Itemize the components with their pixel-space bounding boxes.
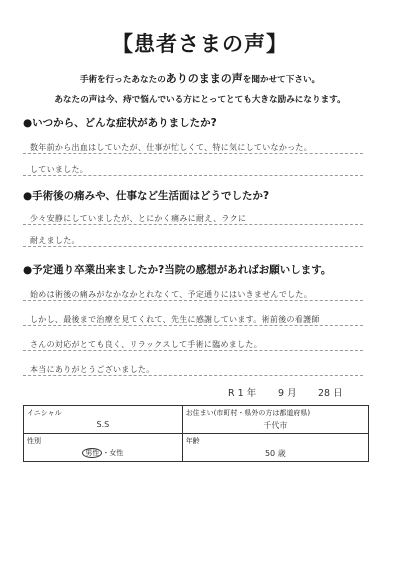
gender-separator: ・	[102, 449, 110, 457]
age-unit: 歳	[277, 449, 286, 458]
answer-rule	[23, 175, 363, 176]
date-day-label: 日	[333, 388, 343, 399]
question-1-answer-line-1: 数年前から出血はしていたが、仕事が忙しくて、特に気にしていなかった。	[30, 143, 313, 152]
answer-rule	[23, 246, 363, 247]
question-2-answer-line-1: 少々安静にしていましたが、とにかく痛みに耐え、ラクに	[30, 214, 247, 223]
date-era	[228, 385, 256, 399]
date-month-label: 月	[287, 388, 297, 399]
date-month	[278, 385, 297, 399]
respondent-info-table	[23, 405, 369, 462]
date-era-value: R	[228, 388, 235, 399]
intro-line-1-pre: 手術を行ったあなたの	[79, 75, 166, 85]
answer-rule	[23, 325, 363, 326]
age-cell	[182, 434, 368, 462]
question-3-answer-line-2: しかし、最後まで治療を見てくれて、先生に感謝しています。術前後の看護師	[30, 315, 320, 324]
answer-rule	[23, 375, 363, 376]
question-1-answer-line-2: していました。	[30, 165, 89, 174]
question-1-label: ●いつから、どんな症状がありましたか?	[23, 117, 217, 129]
intro-line-2: あなたの声は今、痔で悩んでいる方にとってとても大きな励みになります。	[54, 95, 346, 105]
intro-line-1	[0, 70, 400, 86]
question-2-label: ●手術後の痛みや、仕事など生活面はどうでしたか?	[23, 190, 270, 202]
question-3-label: ●予定通り卒業出来ましたか?当院の感想があればお願いします。	[23, 264, 332, 276]
gender-option-male: 男性	[82, 448, 102, 458]
date-year-value: 1	[237, 388, 244, 399]
question-3-answer-line-1: 始めは術後の痛みがなかなかとれなくて、予定通りにはいきませんでした。	[30, 290, 313, 299]
answer-rule	[23, 300, 363, 301]
initial-cell	[24, 406, 183, 434]
intro-line-1-post: を聞かせて下さい。	[242, 75, 321, 85]
age-value: 50	[264, 449, 276, 458]
question-3-answer-line-4: 本当にありがとうございました。	[30, 365, 155, 374]
answer-rule	[23, 224, 363, 225]
date-day-value: 28	[318, 388, 331, 399]
question-3-answer-line-3: さんの対応がとても良く、リラックスして手術に臨めました。	[30, 340, 262, 349]
initial-label: イニシャル	[27, 409, 62, 417]
intro-line-1-emphasis: ありのままの声	[165, 72, 243, 85]
residence-label: お住まい(市町村・県外の方は都道府県)	[185, 409, 311, 417]
gender-options	[27, 448, 179, 458]
residence-value: 千代市	[263, 421, 288, 430]
age-value-wrap	[186, 448, 365, 459]
date-month-value: 9	[278, 388, 285, 399]
date-year-label: 年	[246, 388, 257, 399]
age-label: 年齢	[185, 437, 200, 445]
answer-rule	[23, 153, 363, 154]
form-title: 【患者さまの声】	[112, 32, 288, 56]
residence-cell	[182, 406, 368, 434]
answer-rule	[23, 350, 363, 351]
initial-value: S.S	[96, 420, 110, 429]
gender-option-female: 女性	[109, 449, 124, 457]
gender-cell	[24, 434, 183, 462]
gender-label: 性別	[27, 437, 41, 445]
question-2-answer-line-2: 耐えました。	[30, 236, 80, 245]
date-day	[318, 385, 343, 399]
